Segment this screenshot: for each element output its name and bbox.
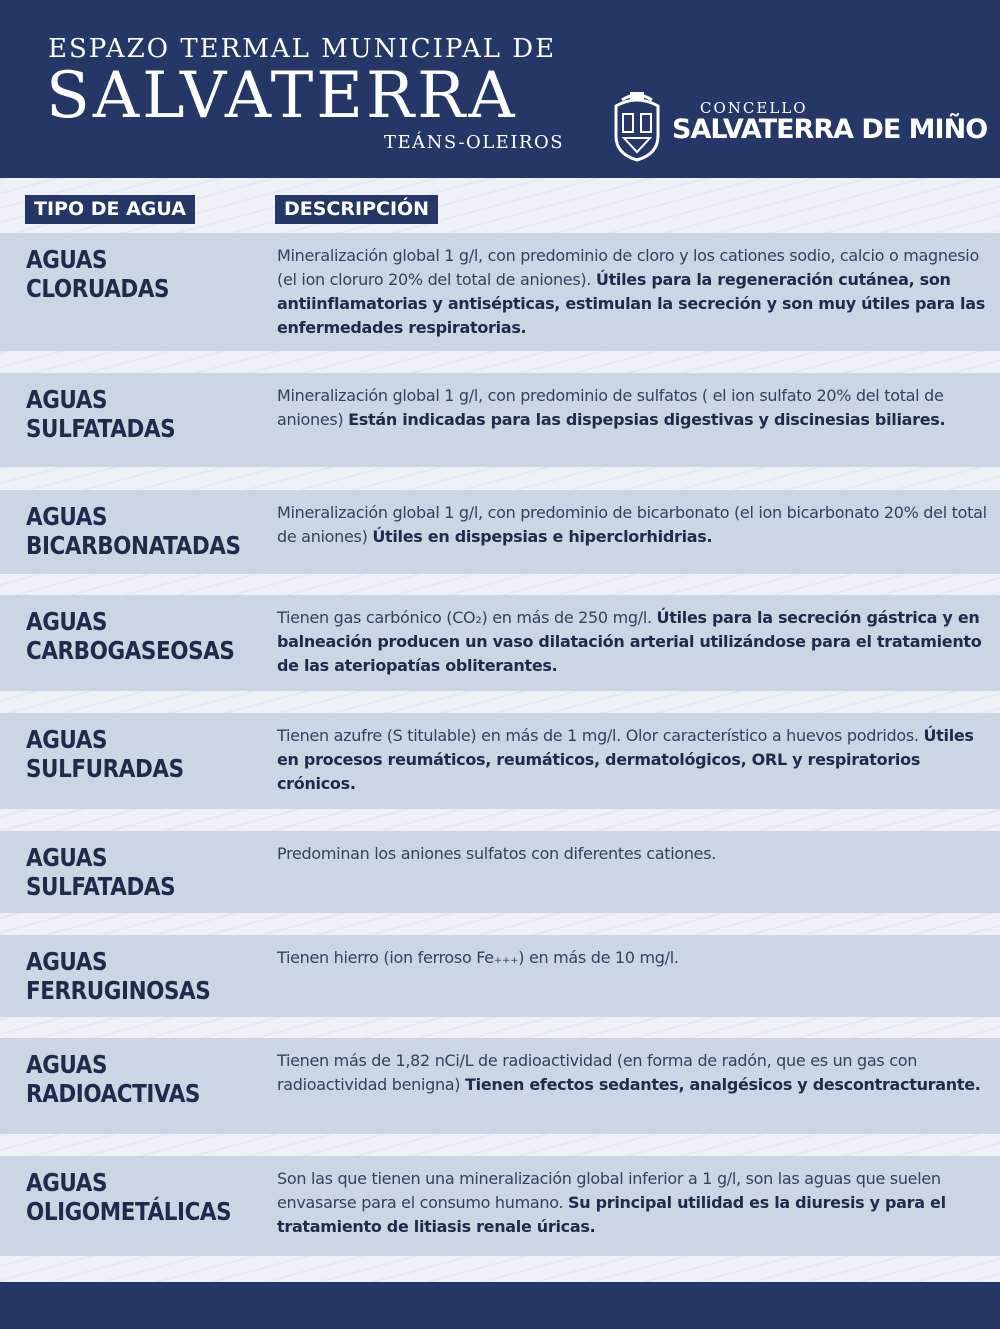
water-description: Mineralización global 1 g/l, con predominio de sulfatos ( el ion sulfato 20% del total de aniones) Están indicadas para las dispepsias digestivas y discinesias biliares.: [277, 386, 946, 429]
municipal-crest-icon: [608, 92, 666, 162]
water-description: Mineralización global 1 g/l, con predominio de cloro y los cationes sodio, calcio o magnesio (el ion cloruro 20% del total de aniones). Útiles para la regeneración cutánea, son antiinflamatorias y antisépticas, estimulan la secreción y son muy útiles para las enfermedades respiratorias.: [277, 246, 985, 337]
table-row: [0, 713, 1000, 809]
title-main: SALVATERRA: [46, 59, 518, 133]
table-row: [0, 935, 1000, 1017]
column-header-description: DESCRIPCIÓN: [275, 195, 438, 224]
table-row: [0, 831, 1000, 913]
column-header-type: TIPO DE AGUA: [25, 195, 195, 224]
title-line1: ESPAZO TERMAL MUNICIPAL DE: [48, 34, 557, 64]
water-type: AGUAS BICARBONATADAS: [26, 502, 241, 560]
water-description: Mineralización global 1 g/l, con predominio de bicarbonato (el ion bicarbonato 20% del total de aniones) Útiles en dispepsias e hiperclorhidrias.: [277, 503, 987, 546]
table-row: [0, 1156, 1000, 1256]
table-row: [0, 233, 1000, 351]
water-description: Son las que tienen una mineralización global inferior a 1 g/l, son las aguas que suelen envasarse para el consumo humano. Su principal utilidad es la diuresis y para el tratamiento de litiasis renale úricas.: [277, 1169, 946, 1236]
concello-label: CONCELLO: [700, 99, 808, 117]
water-type: AGUAS SULFURADAS: [26, 725, 184, 783]
water-type: AGUAS CLORUADAS: [26, 245, 170, 303]
footer-band: [0, 1282, 1000, 1329]
title-subtitle: TEÁNS-OLEIROS: [384, 132, 565, 153]
table-row: [0, 1038, 1000, 1134]
water-description: Tienen azufre (S titulable) en más de 1 mg/l. Olor característico a huevos podridos. Útiles en procesos reumáticos, reumáticos, dermatológicos, ORL y respiratorios crónicos.: [277, 726, 974, 793]
table-row: [0, 373, 1000, 467]
water-description: Tienen hierro (ion ferroso Fe₊₊₊) en más de 10 mg/l.: [277, 948, 679, 967]
water-description: Tienen más de 1,82 nCi/L de radioactividad (en forma de radón, que es un gas con radioactividad benigna) Tienen efectos sedantes, analgésicos y descontracturante.: [277, 1051, 981, 1094]
table-row: [0, 595, 1000, 691]
water-description: Tienen gas carbónico (CO₂) en más de 250 mg/l. Útiles para la secreción gástrica y en balneación producen un vaso dilatación arterial utilizándose para el tratamiento de las ateriopatías obliterantes.: [277, 608, 982, 675]
water-type: AGUAS RADIOACTIVAS: [26, 1050, 200, 1108]
water-type: AGUAS SULFATADAS: [26, 385, 176, 443]
water-description: Predominan los aniones sulfatos con diferentes cationes.: [277, 844, 717, 863]
header-banner: [0, 0, 1000, 178]
water-type: AGUAS CARBOGASEOSAS: [26, 607, 235, 665]
concello-name: SALVATERRA DE MIÑO: [672, 114, 988, 145]
water-type: AGUAS FERRUGINOSAS: [26, 947, 211, 1005]
water-type: AGUAS SULFATADAS: [26, 843, 176, 901]
table-row: [0, 490, 1000, 574]
water-type: AGUAS OLIGOMETÁLICAS: [26, 1168, 232, 1226]
